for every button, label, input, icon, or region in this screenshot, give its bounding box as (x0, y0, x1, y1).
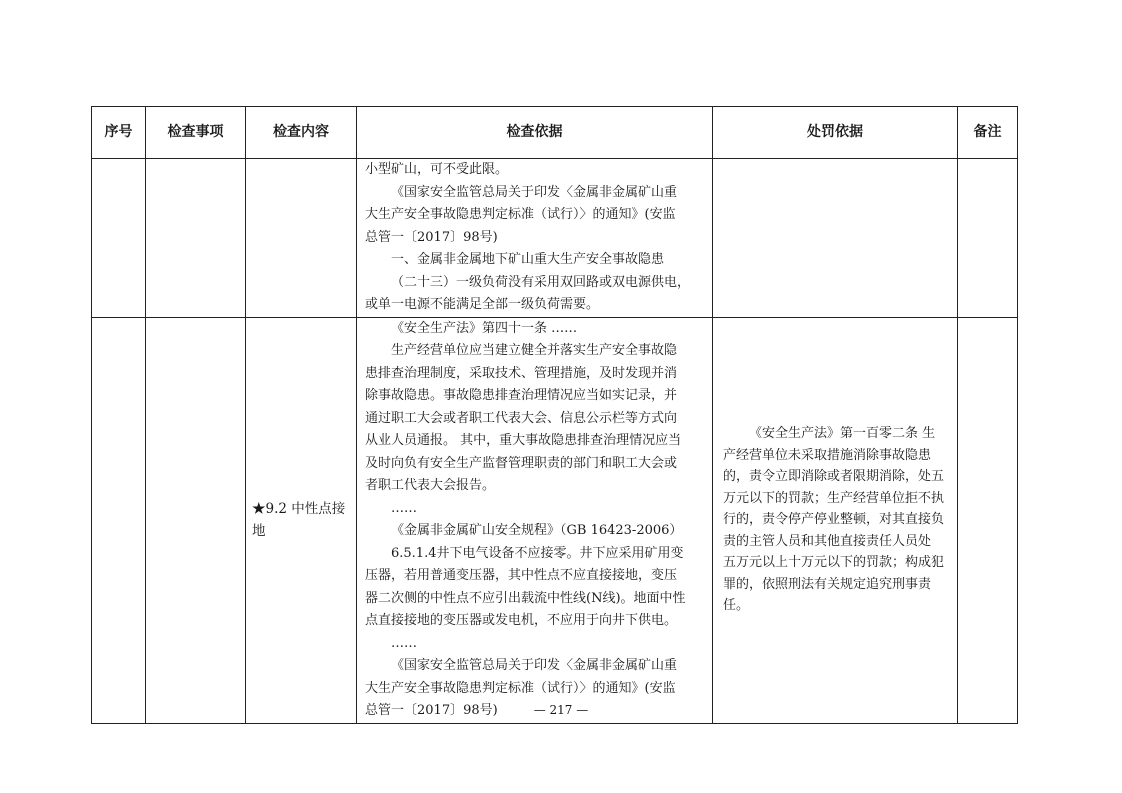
header-item: 检查事项 (146, 107, 246, 159)
basis-cell (357, 159, 713, 318)
item-cell (146, 159, 246, 318)
basis-line-text: 患排查治理制度，采取技术、管理措施，及时发现并消 (365, 365, 678, 381)
basis-line-text: 总管一〔2017〕98号) (365, 703, 498, 718)
basis-line-text: 通过职工大会或者职工代表大会、信息公示栏等方式向 (365, 410, 678, 426)
penalty-line-text: 产经营单位未采取措施消除事故隐患 (723, 447, 932, 463)
basis-line-text: 《安全生产法》第四十一条 …… (391, 320, 578, 336)
note-cell (958, 159, 1018, 318)
basis-line-text: 总管一〔2017〕98号) (365, 229, 498, 245)
penalty-cell (713, 159, 958, 318)
basis-line-text: 点直接接地的变压器或发电机，不应用于向井下供电。 (365, 613, 678, 628)
penalty-line-text: 责的主管人员和其他直接责任人员处 (723, 533, 932, 549)
penalty-line-text: 的，责令立即消除或者限期消除，处五 (723, 469, 945, 485)
basis-line-text: …… (391, 635, 417, 651)
header-basis: 检查依据 (357, 107, 713, 159)
content-text: ★9.2 中性点接地 (252, 501, 346, 539)
basis-line-text: 《国家安全监管总局关于印发〈金属非金属矿山重 (391, 184, 678, 200)
basis-line-text: 器二次侧的中性点不应引出载流中性线(N线)。地面中性 (365, 590, 686, 606)
item-cell (146, 317, 246, 723)
content-cell (246, 159, 357, 318)
basis-line-text: 从业人员通报。 其中，重大事故隐患排查治理情况应当 (365, 433, 682, 448)
penalty-line-text: 任。 (723, 598, 750, 614)
header-content: 检查内容 (246, 107, 357, 159)
seq-cell (92, 317, 146, 723)
basis-line-text: 生产经营单位应当建立健全并落实生产安全事故隐 (391, 343, 678, 358)
inspection-table (91, 106, 1018, 724)
penalty-line-text: 罪的，依照刑法有关规定追究刑事责 (723, 576, 932, 592)
header-note: 备注 (958, 107, 1018, 159)
content-cell (246, 317, 357, 723)
basis-line-text: 大生产安全事故隐患判定标准（试行）〉的通知》(安监 (365, 207, 676, 222)
penalty-line-text: 《安全生产法》第一百零二条 生 (749, 426, 936, 442)
basis-line-text: 《国家安全监管总局关于印发〈金属非金属矿山重 (391, 658, 678, 673)
basis-line-text: 《金属非金属矿山安全规程》（GB 16423-2006） (391, 523, 683, 538)
header-penalty: 处罚依据 (713, 107, 958, 159)
basis-line-text: 及时向负有安全生产监督管理职责的部门和职工大会或 (365, 455, 678, 471)
page-number: — 217 — (533, 703, 589, 717)
basis-cell (357, 317, 713, 723)
penalty-cell (713, 317, 958, 723)
basis-line-text: 者职工代表大会报告。 (365, 478, 496, 493)
basis-line-text: 大生产安全事故隐患判定标准（试行）〉的通知》(安监 (365, 680, 676, 696)
basis-line-text: 一、金属非金属地下矿山重大生产安全事故隐患 (391, 252, 665, 267)
basis-line-text: …… (391, 500, 417, 516)
penalty-line-text: 行的，责令停产停业整顿，对其直接负 (723, 512, 945, 528)
basis-line-text: 6.5.1.4井下电气设备不应接零。井下应采用矿用变 (391, 545, 684, 561)
header-seq: 序号 (92, 107, 146, 159)
header-row (92, 107, 1018, 159)
basis-line-text: 除事故隐患。事故隐患排查治理情况应当如实记录，并 (365, 388, 678, 403)
seq-cell (92, 159, 146, 318)
basis-line-text: 压器，若用普通变压器，其中性点不应直接接地，变压 (365, 568, 678, 583)
table-row (92, 317, 1018, 723)
table-row (92, 159, 1018, 318)
penalty-line-text: 五万元以上十万元以下的罚款；构成犯 (723, 555, 945, 571)
basis-line-text: （二十三）一级负荷没有采用双回路或双电源供电， (391, 274, 691, 290)
note-cell (958, 317, 1018, 723)
basis-line-text: 小型矿山，可不受此限。 (365, 162, 509, 177)
basis-line-text: 或单一电源不能满足全部一级负荷需要。 (365, 297, 600, 312)
penalty-line-text: 万元以下的罚款；生产经营单位拒不执 (723, 490, 945, 506)
